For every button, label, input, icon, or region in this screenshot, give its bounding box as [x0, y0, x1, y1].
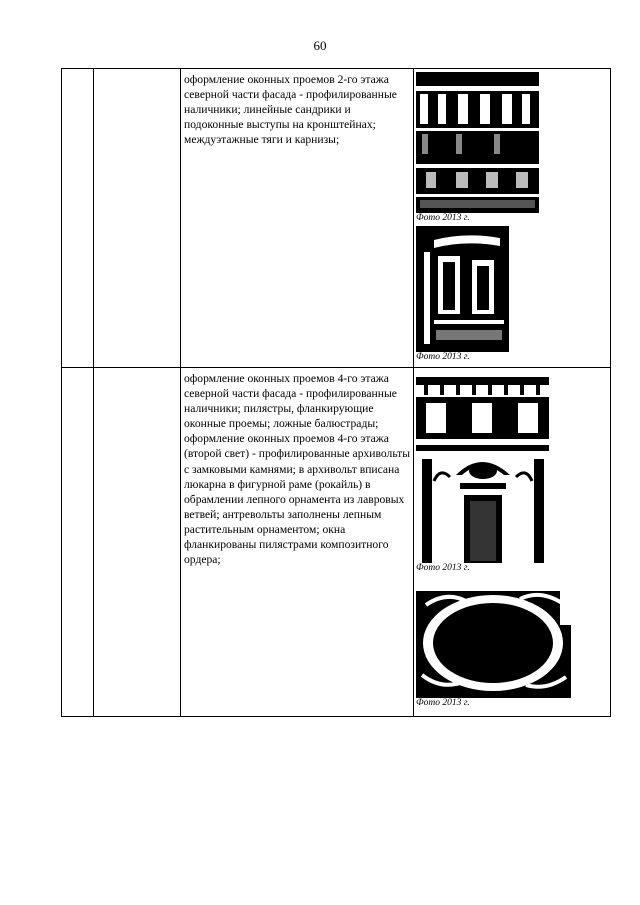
- photo-caption: Фото 2013 г.: [416, 352, 470, 362]
- empty-cell: [94, 69, 181, 368]
- lucarne-detail-photo: [416, 585, 571, 698]
- photo-caption: Фото 2013 г.: [416, 698, 470, 708]
- table-row: [62, 368, 611, 717]
- facade-photo-window-detail: [416, 226, 509, 352]
- monument-table: [61, 68, 611, 717]
- photo-cell: [414, 69, 611, 368]
- table-row: [62, 69, 611, 368]
- description-cell: [181, 69, 414, 368]
- facade-photo-windows-2nd-floor: [416, 72, 539, 213]
- description-text: оформление оконных проемов 4-го этажа северной части фасада - профилированные наличники; пилястры, фланкирующие оконные проемы; ложные балюстрады; оформление оконных проемов 4-го этажа (второй свет) - профилированные архивольты с замковыми камнями; в архивольт вписана люкарна в фигурной раме (рокайль) в обрамлении лепного орнамента из лавровых ветвей; антревольты заполнены лепным растительным орнаментом; окна фланкированы пилястрами композитного ордера;: [184, 372, 411, 567]
- photo-cell: [414, 368, 611, 717]
- photo-caption: Фото 2013 г.: [416, 213, 470, 223]
- empty-cell: [94, 368, 181, 717]
- page-number: 60: [313, 38, 327, 53]
- description-cell: [181, 368, 414, 717]
- empty-cell: [62, 69, 94, 368]
- photo-caption: Фото 2013 г.: [416, 563, 470, 573]
- empty-cell: [62, 368, 94, 717]
- facade-photo-windows-4th-floor: [416, 371, 549, 563]
- description-text: оформление оконных проемов 2-го этажа северной части фасада - профилированные наличники; линейные сандрики и подоконные выступы на кронштейнах; междуэтажные тяги и карнизы;: [184, 73, 397, 147]
